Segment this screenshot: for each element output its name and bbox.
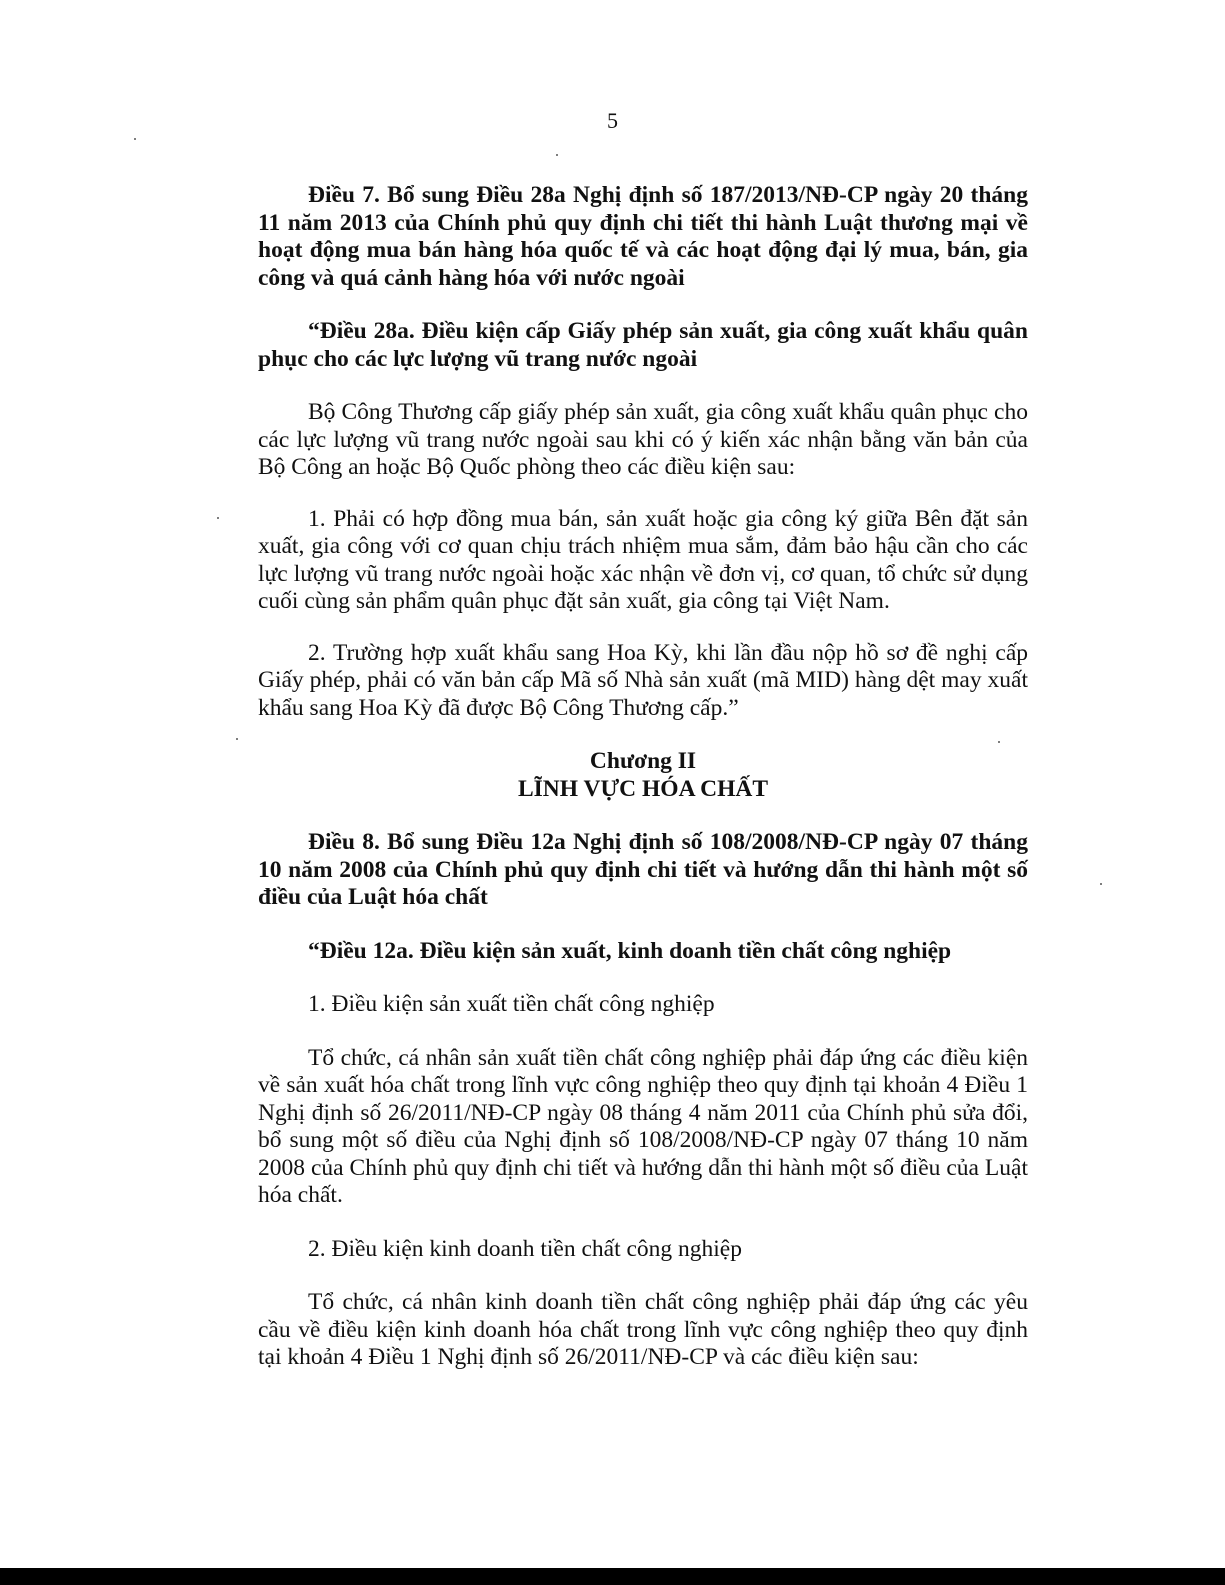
article-28a-item-2: 2. Trường hợp xuất khẩu sang Hoa Kỳ, khi lần đầu nộp hồ sơ đề nghị cấp Giấy phép, phải có văn bản cấp Mã số Nhà sản xuất (mã MID) hàng dệt may xuất khẩu sang Hoa Kỳ đã được Bộ Công Thương cấp.” <box>258 639 1028 721</box>
scan-speck <box>134 138 136 140</box>
scan-speck <box>217 517 219 519</box>
article-12a-heading: “Điều 12a. Điều kiện sản xuất, kinh doanh tiền chất công nghiệp <box>308 937 952 964</box>
page-number: 5 <box>607 108 618 133</box>
article-12a-subsection-2: 2. Điều kiện kinh doanh tiền chất công nghiệp <box>308 1235 742 1262</box>
article-12a-subsection-2-body: Tổ chức, cá nhân kinh doanh tiền chất công nghiệp phải đáp ứng các yêu cầu về điều kiện kinh doanh hóa chất trong lĩnh vực công nghiệp theo quy định tại khoản 4 Điều 1 Nghị định số 26/2011/NĐ-CP và các điều kiện sau: <box>258 1289 1028 1370</box>
scan-bottom-edge <box>0 1568 1225 1585</box>
scan-speck <box>236 738 238 740</box>
article-12a-subsection-1: 1. Điều kiện sản xuất tiền chất công nghiệp <box>308 991 715 1017</box>
article-28a-heading: “Điều 28a. Điều kiện cấp Giấy phép sản xuất, gia công xuất khẩu quân phục cho các lực lượng vũ trang nước ngoài <box>258 318 1028 372</box>
chapter-heading <box>258 748 1028 803</box>
article-28a-intro: Bộ Công Thương cấp giấy phép sản xuất, gia công xuất khẩu quân phục cho các lực lượng vũ trang nước ngoài sau khi có ý kiến xác nhận bằng văn bản của Bộ Công an hoặc Bộ Quốc phòng theo các điều kiện sau: <box>258 399 1028 480</box>
chapter-number: Chương II <box>589 748 697 774</box>
scan-speck <box>556 154 558 156</box>
article-8-heading: Điều 8. Bổ sung Điều 12a Nghị định số 108/2008/NĐ-CP ngày 07 tháng 10 năm 2008 của Chính phủ quy định chi tiết và hướng dẫn thi hành một số điều của Luật hóa chất <box>258 829 1028 910</box>
scan-speck <box>1100 883 1102 885</box>
chapter-title: LĨNH VỰC HÓA CHẤT <box>517 775 769 802</box>
article-12a-subsection-1-body: Tổ chức, cá nhân sản xuất tiền chất công nghiệp phải đáp ứng các điều kiện về sản xuất hóa chất trong lĩnh vực công nghiệp theo quy định tại khoản 4 Điều 1 Nghị định số 26/2011/NĐ-CP ngày 08 tháng 4 năm 2011 của Chính phủ sửa đổi, bổ sung một số điều của Nghị định số 108/2008/NĐ-CP ngày 07 tháng 10 năm 2008 của Chính phủ quy định chi tiết và hướng dẫn thi hành một số điều của Luật hóa chất. <box>258 1044 1028 1208</box>
document-body <box>258 182 1028 1372</box>
article-7-heading: Điều 7. Bổ sung Điều 28a Nghị định số 187/2013/NĐ-CP ngày 20 tháng 11 năm 2013 của Chính phủ quy định chi tiết thi hành Luật thương mại về hoạt động mua bán hàng hóa quốc tế và các hoạt động đại lý mua, bán, gia công và quá cảnh hàng hóa với nước ngoài <box>258 182 1028 291</box>
article-28a-item-1: 1. Phải có hợp đồng mua bán, sản xuất hoặc gia công ký giữa Bên đặt sản xuất, gia công với cơ quan chịu trách nhiệm mua sắm, đảm bảo hậu cần cho các lực lượng vũ trang nước ngoài hoặc xác nhận về đơn vị, cơ quan, tổ chức sử dụng cuối cùng sản phẩm quân phục đặt sản xuất, gia công tại Việt Nam. <box>258 505 1028 614</box>
